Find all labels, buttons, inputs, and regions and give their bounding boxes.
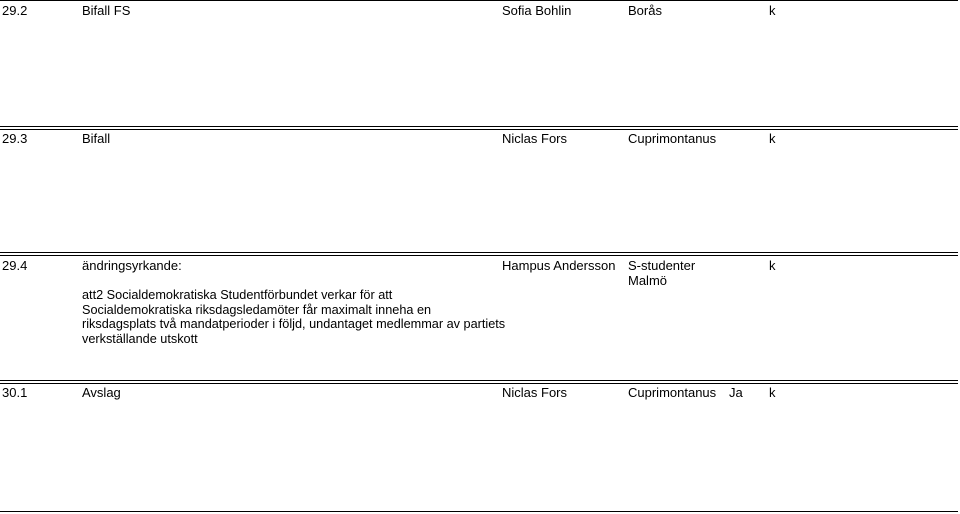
row-number: 29.4 [2, 258, 28, 273]
row-number: 29.2 [2, 3, 28, 18]
row-decision: Avslag [82, 385, 121, 400]
row-decision: ändringsyrkande: [82, 258, 182, 273]
row-divider [0, 252, 958, 253]
row-name: Niclas Fors [502, 385, 568, 400]
motion-text-line: verkställande utskott [82, 331, 198, 346]
row-org: Cuprimontanus [628, 385, 717, 400]
row-org: Cuprimontanus [628, 131, 717, 146]
row-decision: Bifall [82, 131, 111, 146]
row-vote: Ja [729, 385, 743, 400]
row-org-line2: Malmö [628, 273, 668, 288]
row-org: Borås [628, 3, 662, 18]
row-divider-top [0, 0, 958, 1]
row-mark: k [769, 3, 776, 18]
motion-text [82, 288, 512, 346]
row-number: 29.3 [2, 131, 28, 146]
motion-text-line: riksdagsplats två mandatperioder i följd, undantaget medlemmar av partiets [82, 317, 506, 332]
row-divider [0, 380, 958, 381]
row-number: 30.1 [2, 385, 28, 400]
motion-text-line: Socialdemokratiska riksdagsledamöter får maximalt inneha en [82, 302, 432, 317]
row-divider-bottom [0, 511, 958, 512]
row-org: S-studenter [628, 258, 696, 273]
row-mark: k [769, 258, 776, 273]
row-name: Hampus Andersson [502, 258, 616, 273]
row-name: Sofia Bohlin [502, 3, 572, 18]
row-mark: k [769, 131, 776, 146]
row-name: Niclas Fors [502, 131, 568, 146]
row-divider [0, 126, 958, 127]
row-mark: k [769, 385, 776, 400]
row-decision: Bifall FS [82, 3, 131, 18]
motion-text-line: att2 Socialdemokratiska Studentförbundet verkar för att [82, 288, 393, 302]
